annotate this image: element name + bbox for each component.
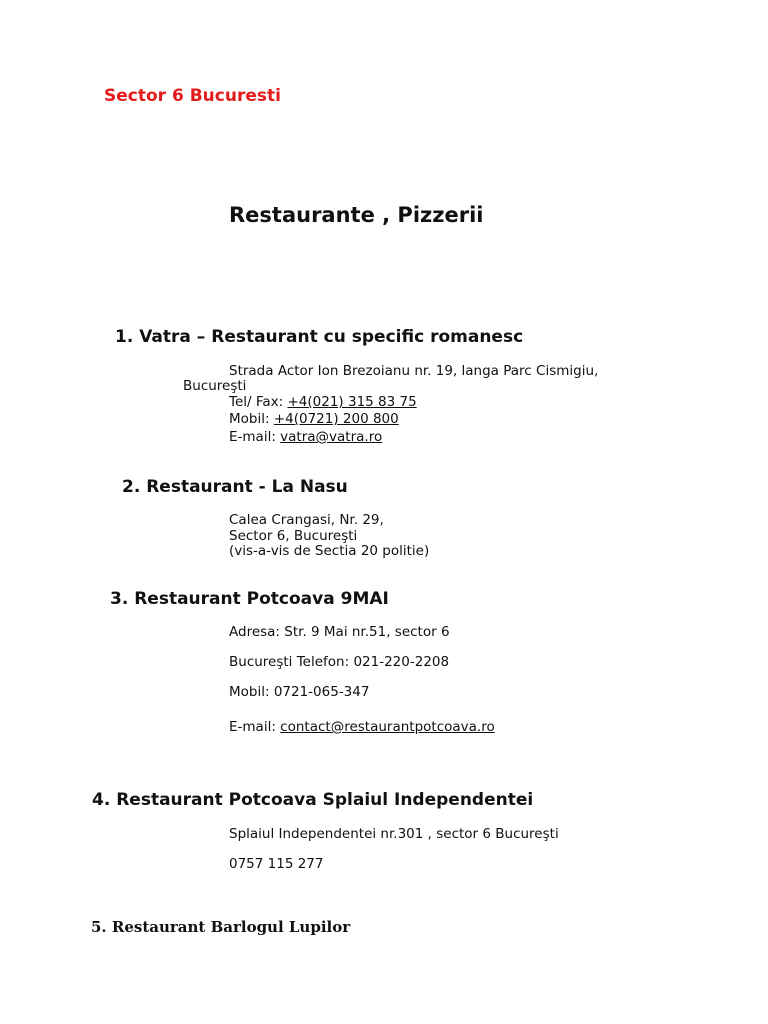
entry-heading-potcoava-splaiul: 4. Restaurant Potcoava Splaiul Independentei [92, 790, 534, 810]
vatra-mobil-label: Mobil: [229, 411, 274, 427]
entry-heading-la-nasu: 2. Restaurant - La Nasu [122, 477, 348, 497]
la-nasu-line2: Sector 6, Bucureşti [229, 528, 358, 544]
potcoava-email-link[interactable]: contact@restaurantpotcoava.ro [280, 719, 495, 735]
vatra-address-line1: Strada Actor Ion Brezoianu nr. 19, langa Parc Cismigiu, [229, 363, 599, 379]
vatra-mobil-line [229, 411, 399, 427]
potcoava-splaiul-line2: 0757 115 277 [229, 856, 324, 872]
potcoava-9mai-line3: Mobil: 0721-065-347 [229, 684, 370, 700]
entry-heading-vatra: 1. Vatra – Restaurant cu specific romanesc [115, 327, 524, 347]
la-nasu-line3: (vis-a-vis de Sectia 20 politie) [229, 543, 430, 559]
potcoava-splaiul-line1: Splaiul Independentei nr.301 , sector 6 Bucureşti [229, 826, 559, 842]
entry-heading-potcoava-9mai: 3. Restaurant Potcoava 9MAI [110, 589, 389, 609]
page-title: Restaurante , Pizzerii [229, 203, 484, 227]
vatra-tel-line [229, 394, 417, 410]
vatra-address-line2: Bucureşti [183, 378, 247, 394]
potcoava-9mai-email-line [229, 719, 495, 735]
vatra-email-line [229, 429, 382, 445]
entry-heading-barlogul-lupilor: 5. Restaurant Barlogul Lupilor [91, 918, 351, 936]
vatra-email-link[interactable]: vatra@vatra.ro [280, 429, 383, 445]
potcoava-9mai-line2: Bucureşti Telefon: 021-220-2208 [229, 654, 450, 670]
potcoava-9mai-line1: Adresa: Str. 9 Mai nr.51, sector 6 [229, 624, 450, 640]
la-nasu-line1: Calea Crangasi, Nr. 29, [229, 512, 384, 528]
sector-heading: Sector 6 Bucuresti [104, 86, 281, 106]
potcoava-email-label: E-mail: [229, 719, 281, 735]
vatra-mobil-link[interactable]: +4(0721) 200 800 [273, 411, 399, 427]
vatra-tel-link[interactable]: +4(021) 315 83 75 [287, 394, 417, 410]
vatra-email-label: E-mail: [229, 429, 281, 445]
vatra-tel-label: Tel/ Fax: [229, 394, 288, 410]
